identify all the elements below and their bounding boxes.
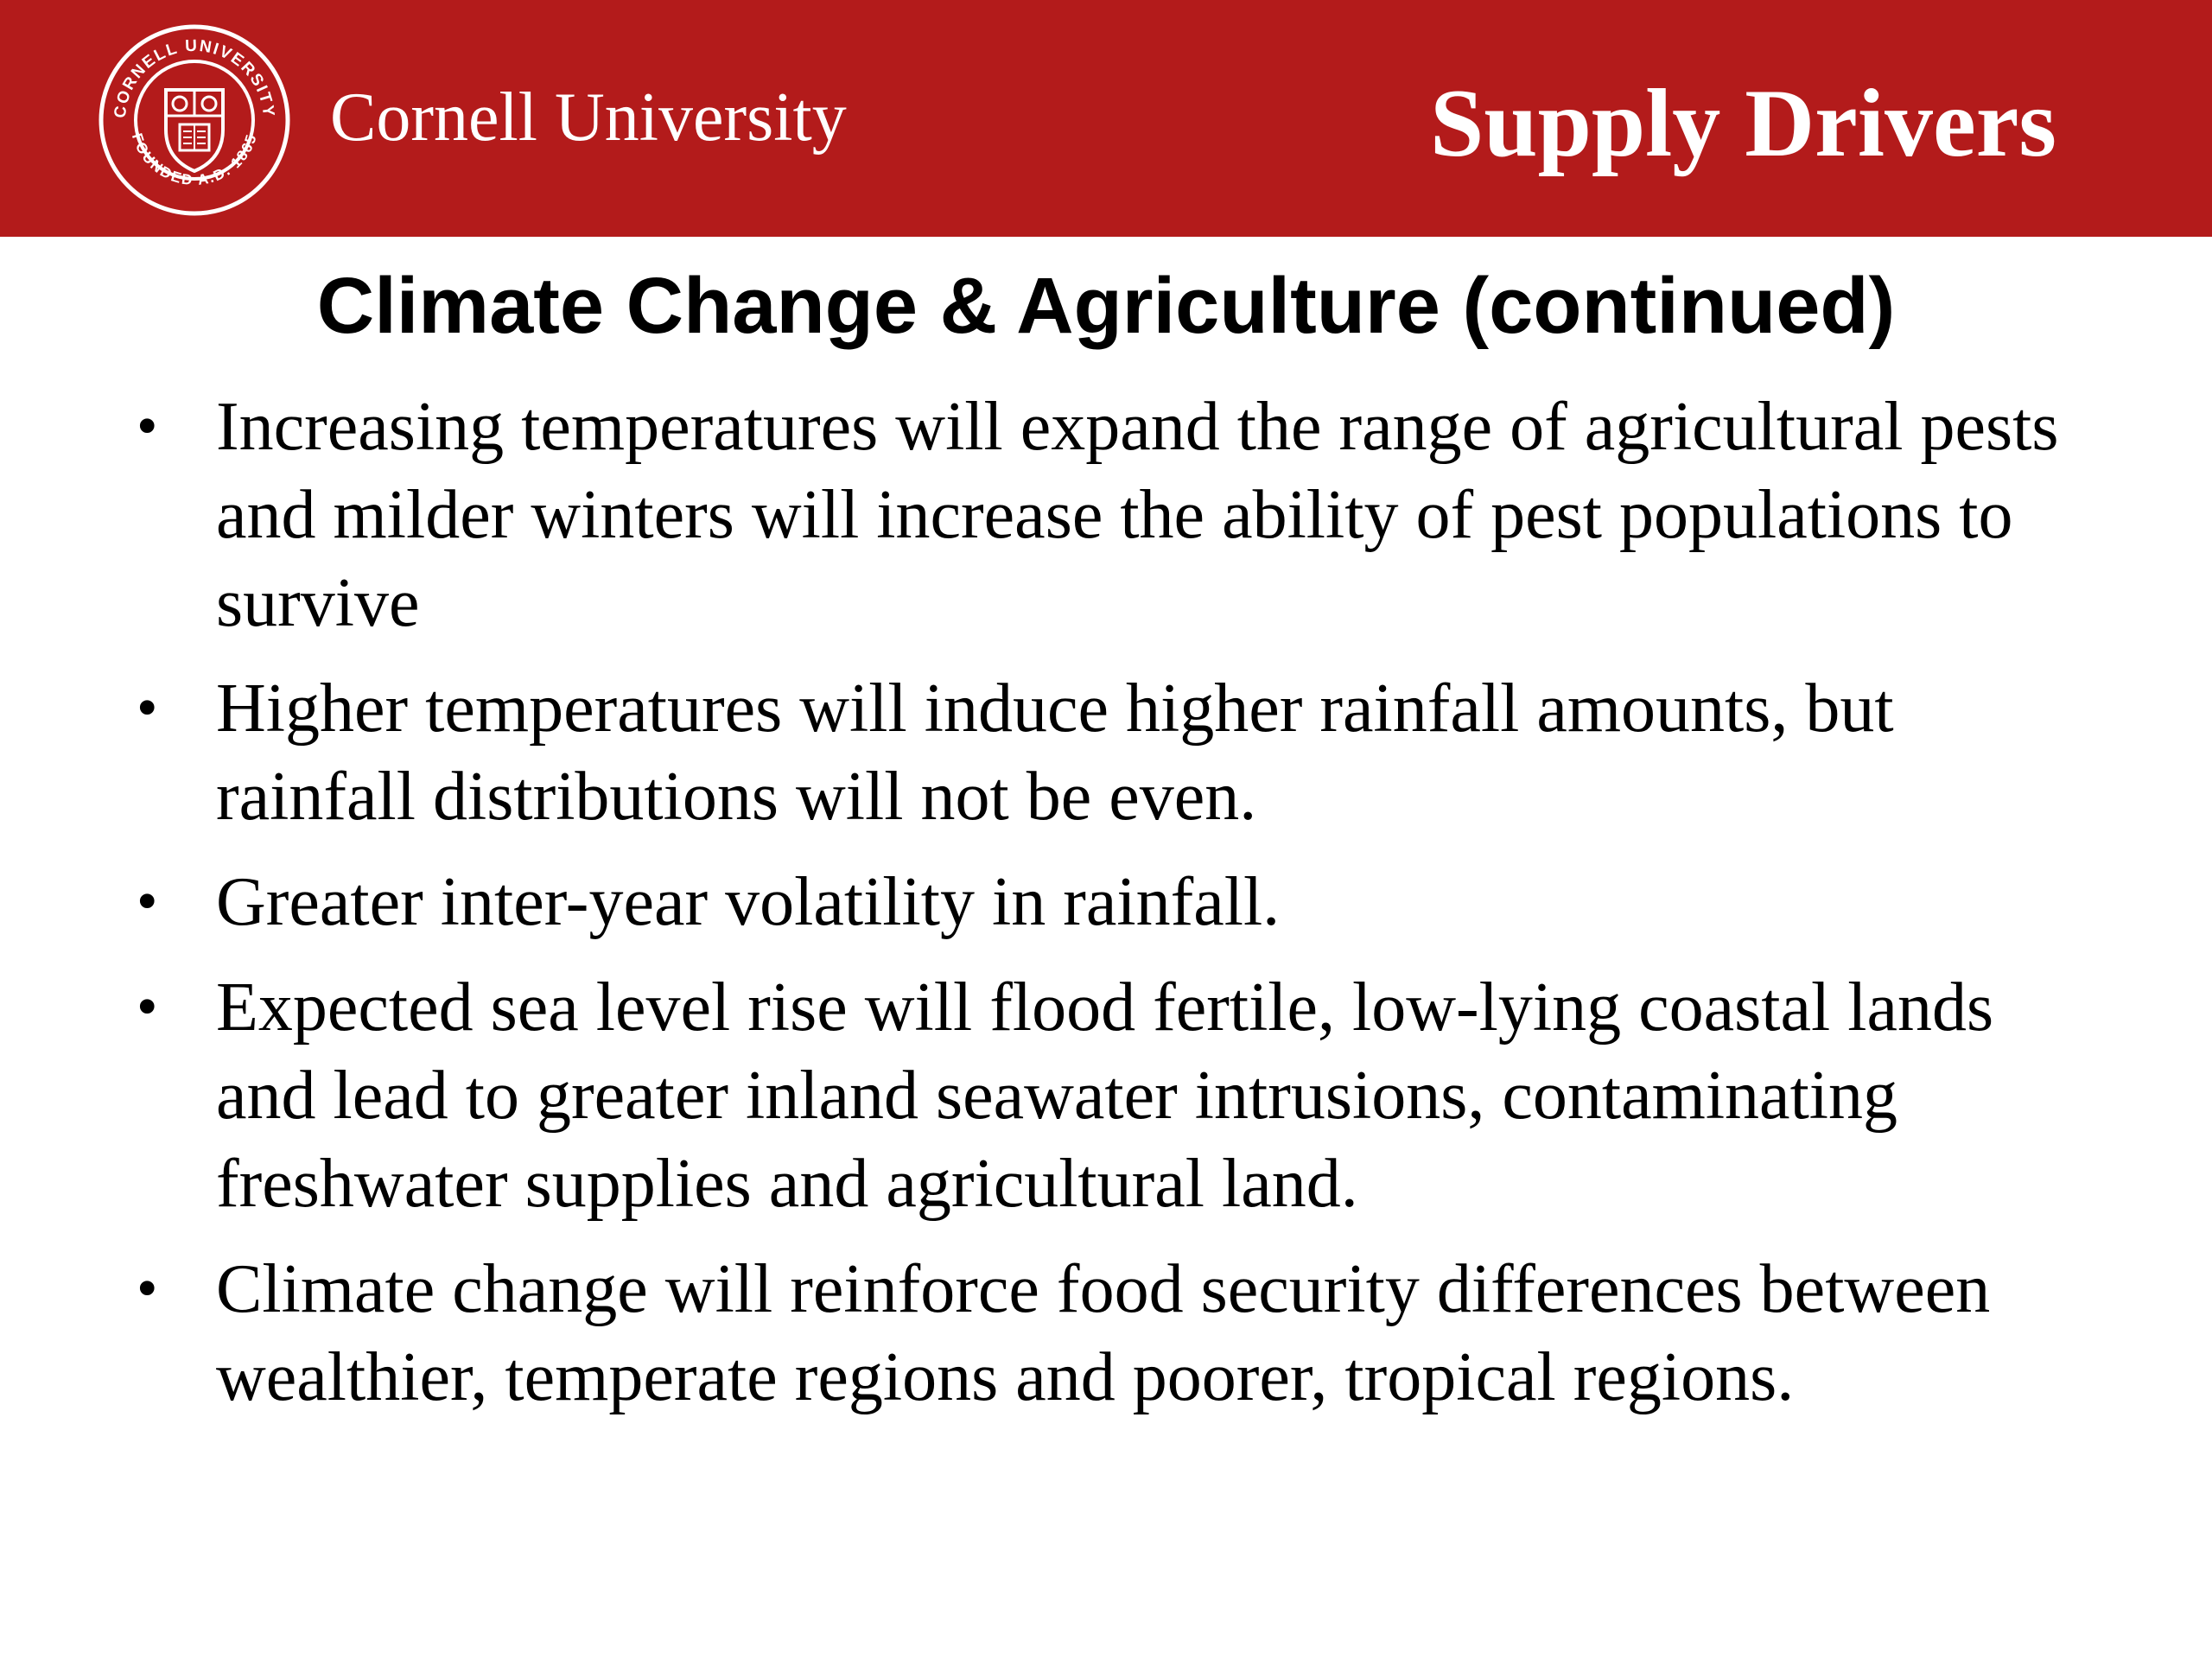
bullet-marker: • — [137, 868, 158, 935]
bullet-item — [0, 1245, 2082, 1421]
slide-title: Climate Change & Agriculture (continued) — [316, 262, 1896, 350]
bullet-text: Greater inter-year volatility in rainfall. — [216, 864, 1281, 940]
bullet-text: Climate change will reinforce food security differences between wealthier, temperate regions and poorer, tropical regions. — [216, 1251, 1991, 1415]
bullet-text: Increasing temperatures will expand the range of agricultural pests and milder winters will increase the ability of pest populations to survive — [216, 389, 2059, 641]
bullet-item — [0, 383, 2082, 647]
bullet-item — [0, 858, 2082, 946]
svg-text:CORNELL UNIVERSITY: CORNELL UNIVERSITY — [111, 36, 278, 119]
section-title: Supply Drivers — [1430, 70, 2056, 177]
svg-text:FOUNDED A.D. 1865: FOUNDED A.D. 1865 — [128, 130, 261, 189]
cornell-seal-icon — [97, 22, 292, 218]
bullet-marker: • — [137, 974, 158, 1040]
bullet-item — [0, 664, 2082, 841]
bullet-item — [0, 963, 2082, 1228]
bullet-marker: • — [137, 675, 158, 741]
bullet-marker: • — [137, 1255, 158, 1322]
bullet-text: Expected sea level rise will flood fertile, low-lying coastal lands and lead to greater inland seawater intrusions, contaminating freshwater supplies and agricultural land. — [216, 969, 1994, 1222]
brand-name: Cornell University — [330, 79, 847, 156]
bullet-list — [0, 383, 2212, 1439]
bullet-marker: • — [137, 393, 158, 460]
header-bar — [0, 0, 2212, 237]
bullet-text: Higher temperatures will induce higher rainfall amounts, but rainfall distributions will not be even. — [216, 671, 1894, 835]
